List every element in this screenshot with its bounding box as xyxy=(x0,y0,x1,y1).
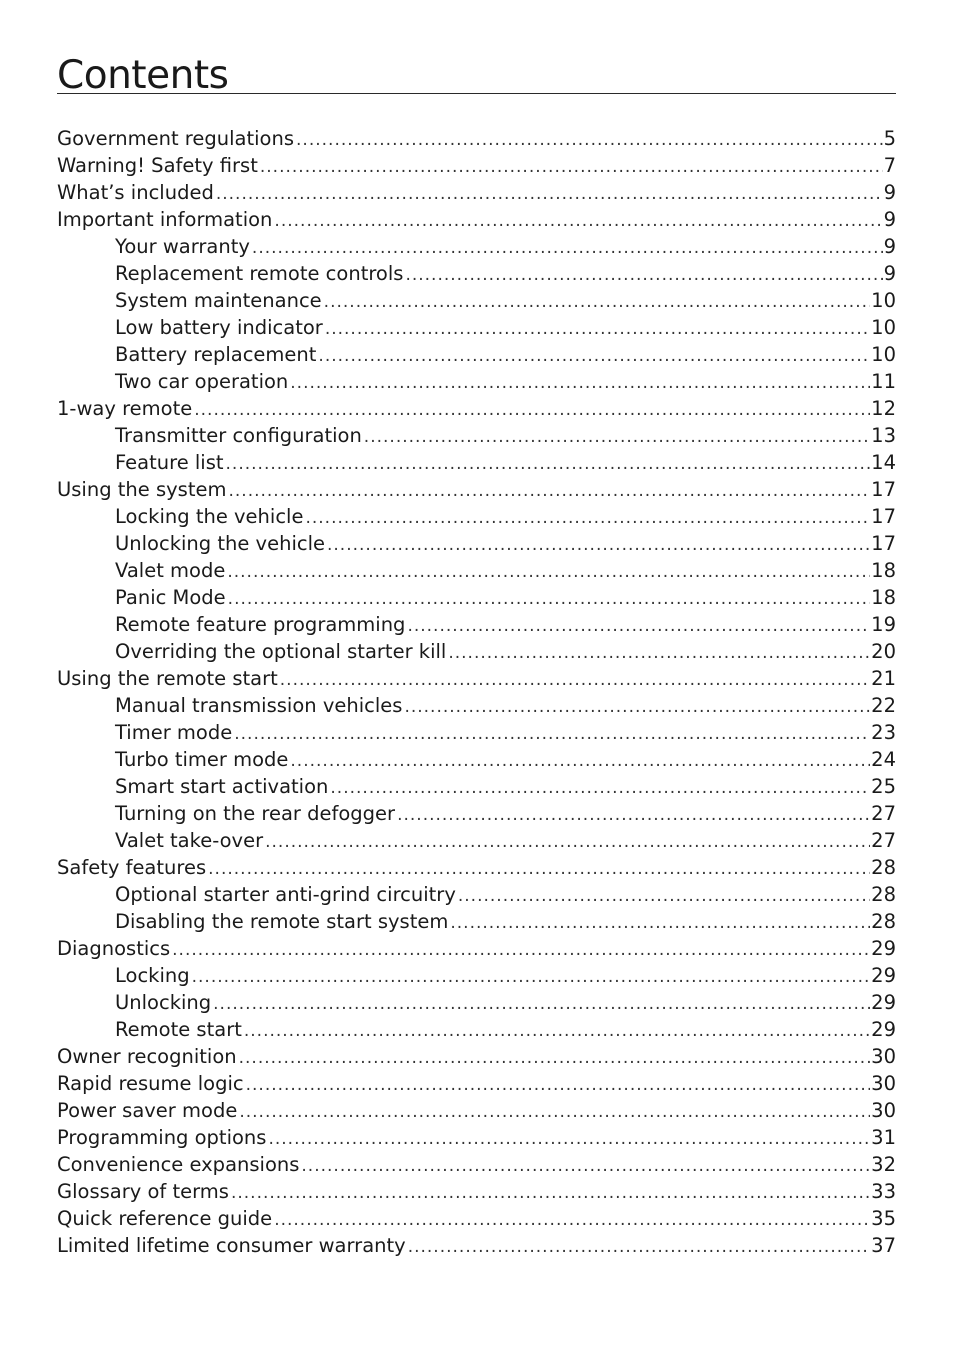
dot-leader xyxy=(246,1072,871,1097)
toc-entry-label: Remote feature programming xyxy=(115,613,406,636)
toc-page-number: 29 xyxy=(871,991,896,1014)
toc-subentry[interactable] xyxy=(57,962,896,989)
toc-page-number: 19 xyxy=(871,613,896,636)
dot-leader xyxy=(408,1234,870,1259)
toc-entry-label: Safety features xyxy=(57,856,207,879)
toc-subentry[interactable] xyxy=(57,908,896,935)
toc-entry[interactable] xyxy=(57,1043,896,1070)
table-of-contents xyxy=(57,125,896,1259)
toc-entry[interactable] xyxy=(57,152,896,179)
toc-entry-label: Low battery indicator xyxy=(115,316,323,339)
toc-subentry[interactable] xyxy=(57,611,896,638)
toc-subentry[interactable] xyxy=(57,1016,896,1043)
dot-leader xyxy=(405,262,882,287)
toc-page-number: 12 xyxy=(871,397,896,420)
toc-subentry[interactable] xyxy=(57,314,896,341)
dot-leader xyxy=(274,1207,870,1232)
dot-leader xyxy=(301,1153,870,1178)
toc-page-number: 17 xyxy=(871,532,896,555)
toc-entry[interactable] xyxy=(57,1070,896,1097)
dot-leader xyxy=(458,883,870,908)
toc-page-number: 30 xyxy=(871,1045,896,1068)
toc-entry-label: Government regulations xyxy=(57,127,295,150)
toc-entry-label: Valet mode xyxy=(115,559,226,582)
dot-leader xyxy=(274,208,882,233)
dot-leader xyxy=(239,1099,870,1124)
dot-leader xyxy=(172,937,870,962)
toc-entry-label: Power saver mode xyxy=(57,1099,238,1122)
toc-page-number: 25 xyxy=(871,775,896,798)
toc-page-number: 30 xyxy=(871,1072,896,1095)
toc-entry[interactable] xyxy=(57,206,896,233)
dot-leader xyxy=(330,775,870,800)
toc-entry-label: Remote start xyxy=(115,1018,242,1041)
dot-leader xyxy=(192,964,871,989)
toc-page-number: 13 xyxy=(871,424,896,447)
toc-entry-label: Disabling the remote start system xyxy=(115,910,449,933)
toc-entry-label: Unlocking xyxy=(115,991,212,1014)
toc-page-number: 24 xyxy=(871,748,896,771)
toc-entry-label: Quick reference guide xyxy=(57,1207,273,1230)
dot-leader xyxy=(280,667,870,692)
toc-subentry[interactable] xyxy=(57,746,896,773)
dot-leader xyxy=(397,802,870,827)
toc-entry[interactable] xyxy=(57,1205,896,1232)
toc-subentry[interactable] xyxy=(57,341,896,368)
toc-entry-label: Programming options xyxy=(57,1126,267,1149)
toc-subentry[interactable] xyxy=(57,260,896,287)
toc-entry-label: Locking the vehicle xyxy=(115,505,304,528)
toc-entry-label: Owner recognition xyxy=(57,1045,237,1068)
toc-page-number: 35 xyxy=(871,1207,896,1230)
toc-entry[interactable] xyxy=(57,125,896,152)
toc-subentry[interactable] xyxy=(57,557,896,584)
toc-entry-label: Replacement remote controls xyxy=(115,262,404,285)
toc-entry-label: Using the remote start xyxy=(57,667,278,690)
toc-subentry[interactable] xyxy=(57,449,896,476)
dot-leader xyxy=(325,316,870,341)
toc-entry-label: Diagnostics xyxy=(57,937,171,960)
toc-subentry[interactable] xyxy=(57,989,896,1016)
toc-entry[interactable] xyxy=(57,1178,896,1205)
toc-page-number: 5 xyxy=(883,127,896,150)
toc-entry-label: System maintenance xyxy=(115,289,322,312)
toc-entry-label: Glossary of terms xyxy=(57,1180,229,1203)
toc-entry-label: Rapid resume logic xyxy=(57,1072,244,1095)
toc-entry-label: Timer mode xyxy=(115,721,233,744)
page-title: Contents xyxy=(57,53,229,98)
toc-entry[interactable] xyxy=(57,395,896,422)
dot-leader xyxy=(318,343,870,368)
toc-page-number: 9 xyxy=(883,262,896,285)
dot-leader xyxy=(265,829,870,854)
dot-leader xyxy=(244,1018,870,1043)
toc-entry-label: Turbo timer mode xyxy=(115,748,289,771)
dot-leader xyxy=(448,640,870,665)
toc-subentry[interactable] xyxy=(57,800,896,827)
dot-leader xyxy=(407,613,870,638)
toc-page-number: 18 xyxy=(871,586,896,609)
toc-entry[interactable] xyxy=(57,179,896,206)
title-rule xyxy=(57,93,896,94)
toc-page-number: 10 xyxy=(871,316,896,339)
toc-entry[interactable] xyxy=(57,665,896,692)
toc-page-number: 28 xyxy=(871,856,896,879)
dot-leader xyxy=(268,1126,870,1151)
dot-leader xyxy=(226,451,871,476)
toc-entry[interactable] xyxy=(57,854,896,881)
toc-page-number: 21 xyxy=(871,667,896,690)
toc-entry-label: Feature list xyxy=(115,451,224,474)
toc-entry-label: Two car operation xyxy=(115,370,289,393)
toc-subentry[interactable] xyxy=(57,233,896,260)
toc-subentry[interactable] xyxy=(57,719,896,746)
toc-entry-label: Important information xyxy=(57,208,273,231)
dot-leader xyxy=(234,721,870,746)
toc-subentry[interactable] xyxy=(57,530,896,557)
toc-entry-label: Turning on the rear defogger xyxy=(115,802,396,825)
toc-page-number: 9 xyxy=(883,235,896,258)
toc-entry-label: 1-way remote xyxy=(57,397,193,420)
dot-leader xyxy=(450,910,870,935)
toc-page-number: 18 xyxy=(871,559,896,582)
toc-entry-label: Manual transmission vehicles xyxy=(115,694,403,717)
toc-entry[interactable] xyxy=(57,1124,896,1151)
toc-entry[interactable] xyxy=(57,1151,896,1178)
toc-page-number: 37 xyxy=(871,1234,896,1257)
dot-leader xyxy=(260,154,883,179)
toc-subentry[interactable] xyxy=(57,692,896,719)
dot-leader xyxy=(364,424,870,449)
toc-page-number: 22 xyxy=(871,694,896,717)
toc-page-number: 32 xyxy=(871,1153,896,1176)
toc-page-number: 29 xyxy=(871,937,896,960)
toc-entry-label: Your warranty xyxy=(115,235,250,258)
toc-entry-label: What’s included xyxy=(57,181,214,204)
toc-page-number: 27 xyxy=(871,829,896,852)
toc-page-number: 17 xyxy=(871,505,896,528)
toc-entry-label: Optional starter anti-grind circuitry xyxy=(115,883,456,906)
toc-entry-label: Warning! Safety first xyxy=(57,154,258,177)
toc-page-number: 30 xyxy=(871,1099,896,1122)
toc-subentry[interactable] xyxy=(57,368,896,395)
toc-subentry[interactable] xyxy=(57,584,896,611)
toc-subentry[interactable] xyxy=(57,422,896,449)
toc-entry[interactable] xyxy=(57,476,896,503)
toc-page-number: 31 xyxy=(871,1126,896,1149)
toc-subentry[interactable] xyxy=(57,287,896,314)
toc-page-number: 23 xyxy=(871,721,896,744)
toc-entry-label: Smart start activation xyxy=(115,775,329,798)
toc-entry-label: Battery replacement xyxy=(115,343,317,366)
toc-entry-label: Unlocking the vehicle xyxy=(115,532,325,555)
dot-leader xyxy=(296,127,883,152)
toc-entry-label: Locking xyxy=(115,964,190,987)
toc-page-number: 10 xyxy=(871,289,896,312)
toc-page-number: 27 xyxy=(871,802,896,825)
toc-page-number: 28 xyxy=(871,910,896,933)
toc-entry[interactable] xyxy=(57,1232,896,1259)
dot-leader xyxy=(231,1180,870,1205)
toc-subentry[interactable] xyxy=(57,503,896,530)
toc-entry[interactable] xyxy=(57,1097,896,1124)
toc-subentry[interactable] xyxy=(57,881,896,908)
dot-leader xyxy=(194,397,870,422)
dot-leader xyxy=(213,991,870,1016)
dot-leader xyxy=(290,748,870,773)
toc-entry-label: Panic Mode xyxy=(115,586,226,609)
dot-leader xyxy=(305,505,870,530)
toc-page-number: 29 xyxy=(871,964,896,987)
toc-subentry[interactable] xyxy=(57,638,896,665)
dot-leader xyxy=(239,1045,871,1070)
toc-page-number: 10 xyxy=(871,343,896,366)
toc-page-number: 7 xyxy=(883,154,896,177)
toc-entry-label: Valet take-over xyxy=(115,829,264,852)
dot-leader xyxy=(228,586,871,611)
toc-page-number: 14 xyxy=(871,451,896,474)
dot-leader xyxy=(290,370,870,395)
toc-entry-label: Limited lifetime consumer warranty xyxy=(57,1234,406,1257)
dot-leader xyxy=(327,532,870,557)
dot-leader xyxy=(252,235,883,260)
toc-page-number: 33 xyxy=(871,1180,896,1203)
dot-leader xyxy=(227,559,870,584)
toc-entry-label: Using the system xyxy=(57,478,227,501)
toc-page-number: 9 xyxy=(883,208,896,231)
dot-leader xyxy=(404,694,870,719)
dot-leader xyxy=(228,478,870,503)
toc-entry[interactable] xyxy=(57,935,896,962)
toc-entry-label: Overriding the optional starter kill xyxy=(115,640,447,663)
dot-leader xyxy=(324,289,871,314)
toc-page-number: 28 xyxy=(871,883,896,906)
dot-leader xyxy=(208,856,870,881)
dot-leader xyxy=(216,181,883,206)
toc-entry-label: Convenience expansions xyxy=(57,1153,300,1176)
toc-page-number: 11 xyxy=(871,370,896,393)
toc-subentry[interactable] xyxy=(57,827,896,854)
toc-entry-label: Transmitter configuration xyxy=(115,424,362,447)
toc-subentry[interactable] xyxy=(57,773,896,800)
toc-page-number: 20 xyxy=(871,640,896,663)
toc-page-number: 17 xyxy=(871,478,896,501)
toc-page-number: 29 xyxy=(871,1018,896,1041)
toc-page-number: 9 xyxy=(883,181,896,204)
